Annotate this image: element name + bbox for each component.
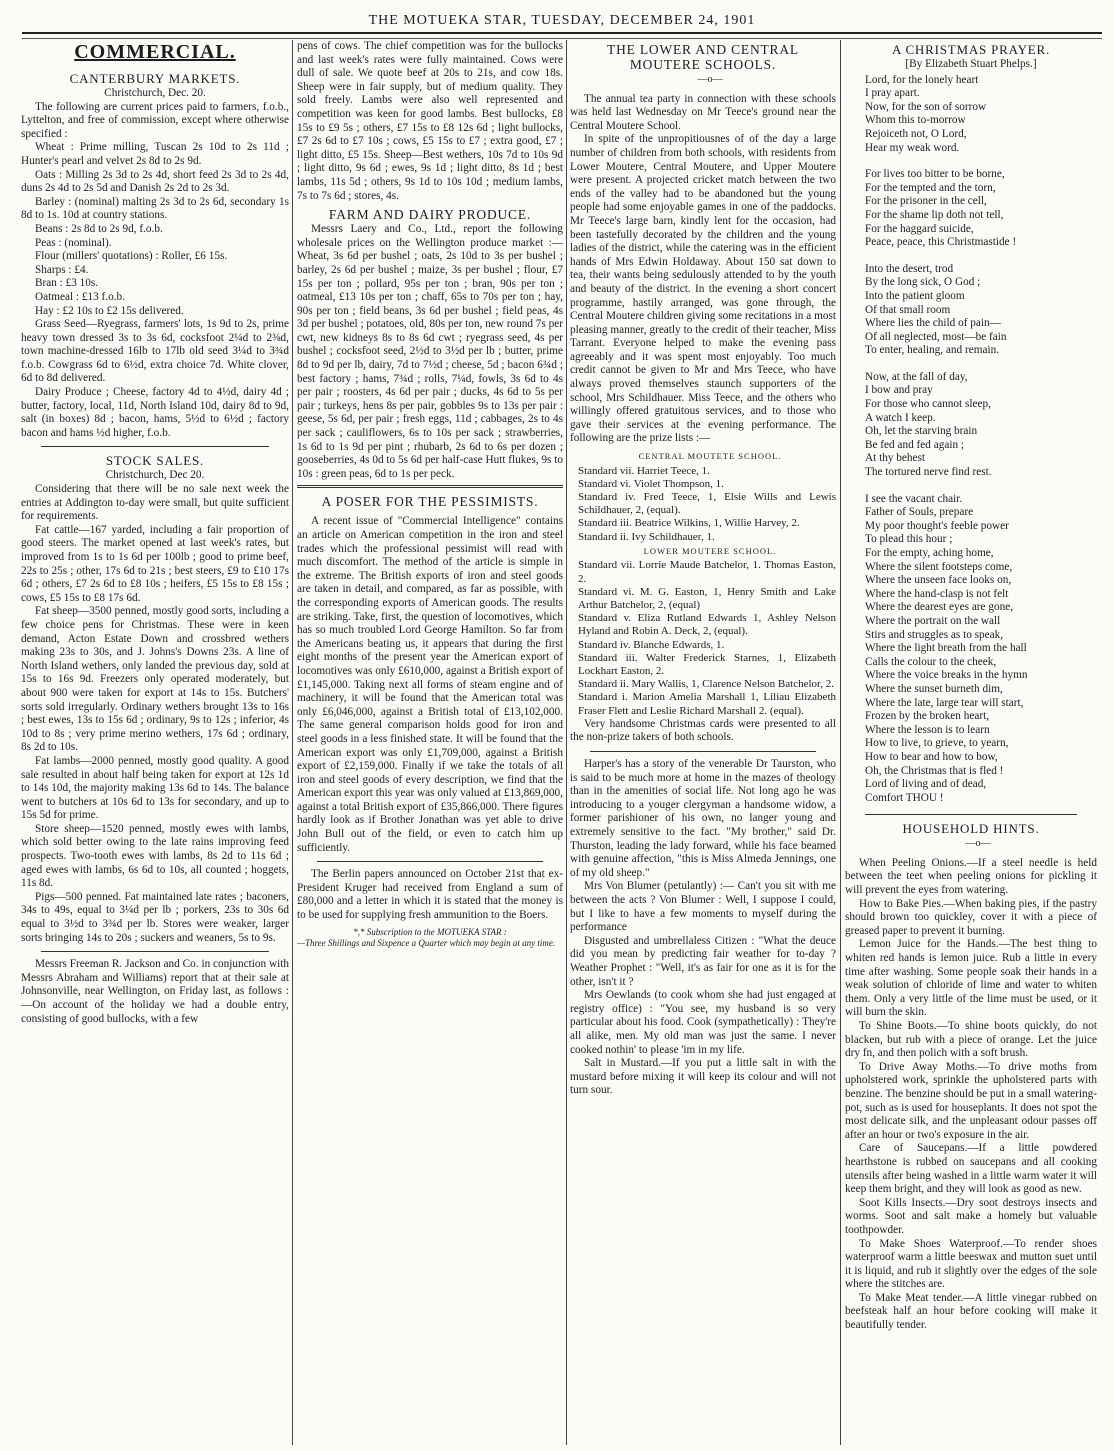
stanza	[845, 371, 1097, 480]
poem-line: The tortured nerve find rest.	[865, 466, 992, 479]
paragraph: Grass Seed—Ryegrass, farmers' lots, 1s 9d to 2s, prime heavy town dressed 3s to 3s 6d, cocksfoot 2¼d to 2⅜d, town machine-dressed 16lb to 17lb old seed 3¼d to 3¾d f.o.b. Cowgrass 6d to 6½d, extra choice 7d. White clover, 6d to 8d delivered.	[21, 318, 289, 385]
stanza	[845, 168, 1097, 250]
hints-body	[845, 857, 1097, 1333]
farm-heading: FARM AND DAIRY PRODUCE.	[328, 207, 532, 223]
poem-line: For the prisoner in the cell,	[865, 195, 987, 208]
paragraph: To Shine Boots.—To shine boots quickly, do not blacken, but rub with a piece of orange. Let the juice dry fn, and then polich with a soft brush.	[845, 1020, 1097, 1060]
subscription-line-2: —Three Shillings and Sixpence a Quarter which may begin at any time.	[297, 937, 556, 948]
poem-line: Lord, for the lonely heart	[865, 73, 979, 86]
divider	[317, 861, 543, 862]
paragraph: Salt in Mustard.—If you put a little salt in with the mustard before mixing it will keep its colour and will not turn sour.	[570, 1057, 836, 1097]
paragraph: Standard iii. Walter Frederick Starnes, 1, Elizabeth Lockhart Easton, 2.	[578, 651, 836, 678]
poem-line: Where the voice breaks in the hymn	[865, 669, 1028, 682]
paragraph: In spite of the unpropitiousnes of of the day a large number of children from both schools, with residents from Lower Moutere, Central Moutere, and Upper Moutere were present. A projected cricket match between the two ends of the valley had to be abandoned but the young people had some enjoyable games in one of the paddocks. Mr Teece's large barn, kindly lent for the occasion, had been tastefully decorated by the children and the young ladies of the district, while the catering was in the efficient hands of Mrs Edwin Holdaway. About 150 sat down to tea, their wants being sedulously attended to by the youth and beauty of the district. In the evening a short concert programme, hastily arranged, was gone through, the Central Moutere children giving some recitations in a most pleasing manner, greatly to the credit of their teacher, Miss Tarrant. Everyone helped to make the evening pass agreeably and it was spent most enjoyably. Too much credit cannot be given to Mr and Mrs Teece, who have always proved themselves staunch supporters of the school, Mrs Schildhauer. Miss Teece, and the others who willingly offered gratuitous services, and to those who gave their services at the evening performance. The following are the prize lists :—	[570, 133, 836, 445]
poem-line: Into the patient gloom	[865, 289, 965, 302]
paragraph: Standard ii. Ivy Schildhauer, 1.	[578, 530, 715, 543]
poem-line: Of all neglected, most—be fain	[865, 330, 1007, 343]
farm-body: Messrs Laery and Co., Ltd., report the following wholesale prices on the Wellington produce market :—Wheat, 3s 6d per bushel ; oats, 2s 10d to 3s per bushel ; barley, 2s 6d per bushel ; maize, 3s per bushel ; flour, £7 15s per ton ; pollard, 95s per ton ; bran, 90s per ton ; oatmeal, £13 10s per ton ; chaff, 65s to 70s per ton ; hay, 90s per ton ; field beans, 3s 6d per bushel ; field peas, 4s 3d per bushel ; potatoes, old, 80s per ton, new round 7s per cwt, new kidneys 8s to 8s 6d cwt ; ryegrass seed, 4s per bushel ; cocksfoot seed, 2½d to 3½d per lb ; butter, prime 8d to 9d per lb, dairy, 7d to 7½d ; cheese, 5d ; bacon 6¾d ; best factory ; hams, 7¾d ; rolls, 7¼d, fowls, 3s 6d to 4s per pair ; roosters, 4s 6d per pair ; ducks, 4s 6d to 5s per pair ; turkeys, hens 8s per pair, gobbles 9s to 13s per pair : geese, 5s 6d, per pair ; fresh eggs, 11d ; cabbages, 2s to 4s per sack ; cauliflowers, 6s to 10s per sack ; strawberries, 1s 6d to 1s 9d per pint ; rhubarb, 2s 6d to 6s per dozen ; gooseberries, 4s 0d to 5s 6d per half-case Hutt flukes, 9s to 10s : green peas, 6d to 1s per peck.	[297, 223, 563, 480]
paragraph: Care of Saucepans.—If a little powdered hearthstone is rubbed on saucepans and all cooking utensils after being washed in a little warm water it will keep them bright, and they will look as good as new.	[845, 1142, 1097, 1196]
stock-dateline: Christchurch, Dec 20.	[105, 469, 205, 482]
paragraph: Wheat : Prime milling, Tuscan 2s 10d to 2s 11d ; Hunter's pearl and velvet 2s 8d to 2s 9d.	[21, 141, 289, 167]
paragraph: Fat cattle—167 yarded, including a fair proportion of good steers. The market opened at last week's rates, but improved from 1s to 1s 6d per 100lb ; good to prime beef, 22s to 25s ; other, 17s 6d to 21s ; best steers, £9 to £10 17s 6d ; others, £7 2s 6d to £8 10s ; heifers, £5 15s to £8 15s ; cows, £5 15s to £8 17s 6d.	[21, 523, 289, 604]
poem-line: Now, at the fall of day,	[865, 370, 968, 383]
paragraph: Standard v. Eliza Rutland Edwards 1, Ashley Nelson Hyland and Robin A. Deck, 2, (equal).	[578, 612, 836, 638]
harper-anecdotes	[570, 758, 836, 1098]
poem-line: Rejoiceth not, O Lord,	[865, 127, 967, 140]
paragraph: Standard iv. Blanche Edwards, 1.	[578, 638, 725, 651]
poem-line: Stirs and struggles as to speak,	[865, 628, 1004, 641]
poem-line: Now, for the son of sorrow	[865, 100, 987, 113]
poem-line: Peace, peace, this Christmastide !	[865, 236, 1017, 249]
poser-heading: A POSER FOR THE PESSIMISTS.	[321, 494, 539, 510]
stanza	[845, 263, 1097, 358]
poem-author: [By Elizabeth Stuart Phelps.]	[905, 58, 1037, 70]
poem-line: Oh, let the starving brain	[865, 425, 978, 438]
column-rule	[840, 40, 841, 1445]
paragraph: Disgusted and umbrellaless Citizen : "What the deuce did you mean by predicting fair weather for to-day ? Weather Prophet : "Well, it's as fair for one as it is for the other, isn't it ?	[570, 934, 836, 988]
paragraph: Standard ii. Mary Wallis, 1, Clarence Nelson Batchelor, 2.	[578, 678, 834, 691]
column-4	[845, 40, 1097, 1448]
poem-line: Where the dearest eyes are gone,	[865, 601, 1014, 614]
paragraph: Store sheep—1520 penned, mostly ewes with lambs, which sold better owing to the late rains improving feed prospects. Two-tooth ewes with lambs, 8s 2d to 11s 6d ; aged ewes with lambs, 6s 6d to 10s, all counted ; hoggets, 11s 8d.	[21, 822, 289, 890]
poem-line: Where lies the child of pain—	[865, 317, 1001, 330]
poem-line: Of that small room	[865, 303, 951, 316]
subscription-line-1: *,* Subscription to the MOTUEKA STAR :	[353, 926, 507, 937]
paragraph: Lemon Juice for the Hands.—The best thing to whiten red hands is lemon juice. Rub a little in every time after washing. Some people soak their hands in a weak solution of chloride of lime and water to whiten them. Only a very little of the lime must be used, or it will burn the skin.	[845, 938, 1097, 1019]
poem-line: Oh, the Christmas that is fled !	[865, 764, 1004, 777]
poem-line: Into the desert, trod	[865, 262, 954, 275]
poem-line: Father of Souls, prepare	[865, 506, 974, 519]
poem-line: For the haggard suicide,	[865, 222, 974, 235]
prayer-poem	[845, 58, 1097, 805]
paragraph: Mrs Oewlands (to cook whom she had just engaged at registry office) : "You see, my husband is so very particular about his food. Cook (sympathetically) : They're all alike, men. My old man was just the same. I never cooked nothin' to please 'im in my life.	[570, 989, 836, 1056]
paragraph: Standard vii. Lorrie Maude Batchelor, 1. Thomas Easton, 2.	[578, 559, 836, 585]
paragraph: Standard iv. Fred Teece, 1, Elsie Wills and Lewis Schildhauer, 2, (equal).	[578, 491, 836, 517]
canterbury-heading: CANTERBURY MARKETS.	[69, 71, 241, 86]
poem-line: Be fed and fed again ;	[865, 438, 965, 451]
masthead-rule	[22, 32, 1102, 39]
divider	[41, 446, 269, 447]
paragraph: Oats : Milling 2s 3d to 2s 4d, short feed 2s 3d to 2s 4d, duns 2s 4d to 2s 5d and Danish 2s 2d to 2s 3d.	[21, 168, 289, 195]
paragraph: Standard vi. Violet Thompson, 1.	[578, 477, 724, 490]
poem-line: My poor thought's feeble power	[865, 519, 1009, 532]
poem-line: Where the light breath from the hall	[865, 642, 1027, 655]
poem-line: For the tempted and the torn,	[865, 181, 996, 194]
poem-line: At thy behest	[865, 452, 925, 465]
stanza	[845, 74, 1097, 156]
schools-body	[570, 93, 836, 446]
paragraph: Hay : £2 10s to £2 15s delivered.	[35, 304, 184, 317]
poser-body: A recent issue of "Commercial Intelligence" contains an article on American competition in the iron and steel trades which the professional pessimist will read with much discomfort. The method of the article is simple in the extreme. The British exports of iron and steel goods are taken in detail, and compared, as far as possible, with the corresponding exports of American goods. The results are striking. Take, first, the question of locomotives, which has so much troubled Lord George Hamilton. So far from the Americans beating us, it appears that during the first eight months of the present year the American export of locomotives was only £610,000, against a British export of £1,145,000. Taking next all forms of steam engine and of machinery, it will be found that the American total was only £6,046,000, against a British total of £13,102,000. The same general comparison holds good for iron and steel goods in a less finished state. It will be found that the American export was only £1,709,000, against a British export of £2,159,000. Finally if we take the totals of all iron and steel goods of every description, we find that the American export this year was only valued at £13,869,000, against a total British export of £35,866,000. There figures hardly look as if Brother Jonathan was yet able to drive John Bull out of the field, or even to catch him up sufficiently.	[297, 515, 563, 854]
paragraph: Pigs—500 penned. Fat maintained late rates ; baconers, 34s to 49s, equal to 3¼d per lb ; porkers, 23s to 30s 6d equal to 3½d to 3¾d per lb. Stores were weaker, larger sorts bringing 14s to 20s ; suckers and weaners, 5s to 9s.	[21, 890, 289, 944]
paragraph: Flour (millers' quotations) : Roller, £6 15s.	[35, 250, 228, 263]
dash-ornament: —o—	[697, 74, 723, 85]
stanza	[845, 493, 1097, 806]
paragraph: To Make Shoes Waterproof.—To render shoes waterproof warm a little beeswax and mutton suet until it is liquid, and rub it slightly over the edges of the sole where the stitches are.	[845, 1237, 1097, 1291]
central-school-heading: CENTRAL MOUTETE SCHOOL.	[638, 451, 782, 462]
commercial-title: COMMERCIAL.	[74, 41, 236, 63]
prayer-heading: A CHRISTMAS PRAYER.	[891, 42, 1051, 57]
stock-body	[21, 483, 289, 945]
poem-line: To plead this hour ;	[865, 533, 953, 546]
poem-line: To enter, healing, and remain.	[865, 344, 1000, 357]
poem-line: I bow and pray	[865, 384, 933, 397]
paragraph: Fat sheep—3500 penned, mostly good sorts, including a few choice pens for Christmas. These were in keen demand, Acton Estate Down and crossbred wethers making 23s to 30s, and J. Johns's Downs 23s. A line of North Island wethers, only landed the previous day, sold at 15s to 16s 9d. Freezers only operated moderately, but about 900 were taken for export at 14s to 15s. Butchers' sorts sold irregularly. Ordinary wethers brought 13s to 16s ; best ewes, 13s to 15s 6d ; ordinary, 9s to 12s ; inferior, 4s 10d to 8s ; very prime merino wethers, 17s 6d ; ordinary, 8s 2d to 10s.	[21, 605, 289, 754]
poem-line: Where the unseen face looks on,	[865, 574, 1012, 587]
berlin-paragraph: The Berlin papers announced on October 21st that ex-President Kruger had received from England a sum of £80,000 and a letter in which it is stated that the money is to be used for supplying fresh ammunition to the Boers.	[297, 868, 563, 922]
poem-line: Where the portrait on the wall	[865, 614, 1001, 627]
freeman-continued: pens of cows. The chief competition was for the bullocks and last week's rates were fully maintained. Cows were dull of sale. We quote beef at 20s to 21s, and cow 18s. Sheep were in fair supply, but of medium quality. They sold freely. Lambs were also well represented and competition was keen for good lambs. Best bullocks, £8 15s to £9 5s ; others, £7 15s to £8 12s 6d ; light bullocks, £7 2s 6d to £7 10s ; cows, £5 15s to £7 ; extra good, £7 ; light ditto, £5 15s. Sheep—Best wethers, 10s 7d to 10s 9d ; light ditto, 9s 6d ; ewes, 9s 1d ; light ditto, 8s 1d ; best lambs, 11s 5d ; others, 9s 1d to 10s 10d ; medium lambs, 7s to 7s 6d ; stores, 4s.	[297, 40, 563, 202]
poem-line: How to live, to grieve, to yearn,	[865, 737, 1009, 750]
paragraph: Barley : (nominal) malting 2s 3d to 2s 6d, secondary 1s 8d to 1s. 10d at country stations.	[21, 195, 289, 222]
paragraph: Oatmeal : £13 f.o.b.	[35, 290, 125, 303]
poem-line: Where the hand-clasp is not felt	[865, 587, 1009, 600]
paragraph: The annual tea party in connection with these schools was held last Wednesday on Mr Teece's ground near the Central Moutere School.	[570, 92, 836, 132]
stock-heading: STOCK SALES.	[105, 453, 205, 469]
hints-heading: HOUSEHOLD HINTS.	[902, 821, 1040, 837]
paragraph: How to Bake Pies.—When baking pies, if the pastry should brown too quickley, cover it with a piece of greased paper to prevent it burning.	[845, 897, 1097, 937]
paragraph: Fat lambs—2000 penned, mostly good quality. A good sale resulted in about half being taken for export at 12s 1d to 14s 10d, the majority making 13s 6d to 14s. The balance went to butchers at 10s 6d to 13s for secondary, and up to 15s 5d for prime.	[21, 754, 289, 822]
paragraph: To Make Meat tender.—A little vinegar rubbed on beefsteak half an hour before cooking will make it beautifully tender.	[845, 1291, 1097, 1332]
column-rule	[566, 40, 567, 1445]
dash-ornament: —o—	[965, 838, 991, 850]
schools-heading: THE LOWER AND CENTRAL MOUTERE SCHOOLS.	[607, 42, 799, 72]
poem-line: For lives too bitter to be borne,	[865, 168, 1005, 181]
poem-line: Where the late, large tear will start,	[865, 696, 1024, 709]
poem-line: Where the silent footsteps come,	[865, 560, 1013, 573]
poem-line: Where the sunset burneth dim,	[865, 682, 1003, 695]
column-1	[21, 40, 289, 1448]
divider	[41, 951, 269, 952]
freeman-report: Messrs Freeman R. Jackson and Co. in conjunction with Messrs Abraham and Williams) report that at their sale at Johnsonville, near Wellington, on Friday last, as follows :—On account of the holiday we had a double entry, consisting of good bullocks, with a few	[21, 958, 289, 1025]
poem-stanzas	[845, 74, 1097, 806]
canterbury-body	[21, 101, 289, 441]
canterbury-dateline: Christchurch, Dec. 20.	[104, 87, 206, 99]
paragraph: Standard i. Marion Amelia Marshall 1, Liliau Elizabeth Fraser Flett and Leslie Richard Marshall 2. (equal).	[578, 691, 836, 717]
central-prize-list	[570, 465, 836, 544]
subscription-notice	[297, 927, 563, 949]
poem-line: Lord of living and of dead,	[865, 778, 987, 791]
paragraph: Standard iii. Beatrice Wilkins, 1, Willie Harvey, 2.	[578, 517, 800, 530]
poem-line: Whom this to-morrow	[865, 114, 966, 127]
column-2	[297, 40, 563, 1448]
paragraph: Peas : (nominal).	[35, 236, 112, 249]
paragraph: Dairy Produce ; Cheese, factory 4d to 4½d, dairy 4d ; butter, factory, local, 11d, North Island 10d, dairy 8d to 9d, salt (in boxes) 8d ; bacon, hams, 5½d to 6½d ; factory bacon and hams ½d higher, f.o.b.	[21, 386, 289, 439]
paragraph: Mrs Von Blumer (petulantly) :— Can't you sit with me between the acts ? Von Blumer : Well, I suppose I could, but I like to have a few moments to myself during the performance	[570, 880, 836, 934]
poem-line: Comfort THOU !	[865, 791, 944, 804]
poem-line: Calls the colour to the cheek,	[865, 655, 997, 668]
lower-school-heading: LOWER MOUTERE SCHOOL.	[643, 545, 777, 556]
divider	[865, 814, 1077, 815]
paragraph: Harper's has a story of the venerable Dr Taurston, who is said to be much more at home in the mazes of theology than in the amenities of social life. Not long ago he was introducing to a youger clergyman a handsome widow, a former parishioner of his own, no langer young and extremely sensitive to the fact. "My brother," said Dr. Thurston, leading the lady forward, while his face beamed with genuine affection, "this is Miss Almeda Jennings, one of my old sheep."	[570, 758, 836, 879]
paragraph: The following are current prices paid to farmers, f.o.b., Lyttelton, and free of commission, except where otherwise specified :	[21, 100, 289, 140]
column-rule	[292, 40, 293, 1445]
paragraph: When Peeling Onions.—If a steel needle is held between the teet when peeling onions for pickling it will prevent the eyes from watering.	[845, 856, 1097, 897]
poem-line: By the long sick, O God ;	[865, 276, 981, 289]
divider	[297, 485, 563, 488]
poem-line: Frozen by the broken heart,	[865, 710, 990, 723]
poem-line: I pray apart.	[865, 87, 920, 100]
divider	[590, 751, 816, 752]
poem-line: Hear my weak word.	[865, 141, 960, 154]
poem-line: For those who cannot sleep,	[865, 398, 991, 411]
poem-line: For the empty, aching home,	[865, 547, 994, 559]
paragraph: Standard vii. Harriet Teece, 1.	[578, 464, 710, 477]
paragraph: Considering that there will be no sale next week the entries at Addington to-day were small, but quite sufficient for requirements.	[21, 483, 289, 523]
paragraph: Standard vi. M. G. Easton, 1, Henry Smith and Lake Arthur Batchelor, 2, (equal)	[578, 585, 836, 612]
poem-line: I see the vacant chair.	[865, 492, 963, 505]
poem-line: Where the lesson is to learn	[865, 723, 990, 736]
poem-line: For the shame lip doth not tell,	[865, 208, 1004, 221]
poem-line: How to bear and how to bow,	[865, 750, 998, 763]
column-3	[570, 40, 836, 1448]
paragraph: Sharps : £4.	[35, 263, 89, 276]
lower-prize-list	[570, 559, 836, 717]
masthead: THE MOTUEKA STAR, TUESDAY, DECEMBER 24, 1901	[368, 13, 756, 28]
poem-line: A watch I keep.	[865, 411, 936, 424]
paragraph: Beans : 2s 8d to 2s 9d, f.o.b.	[35, 222, 163, 235]
paragraph: Soot Kills Insects.—Dry soot destroys insects and worms. Soot and salt make a homely but valuable toothpowder.	[845, 1196, 1097, 1236]
paragraph: To Drive Away Moths.—To drive moths from upholstered work, sprinkle the upholstered parts with benzine. The benzine should be put in a small watering-pot, such as is used for houseplants. It does not spot the most delicate silk, and the unpleasant odour passes off after an hour or two's exposure in the air.	[845, 1060, 1097, 1141]
paragraph: Bran : £3 10s.	[35, 277, 99, 290]
cards-paragraph: Very handsome Christmas cards were presented to all the non-prize takers of both schools.	[570, 717, 836, 744]
